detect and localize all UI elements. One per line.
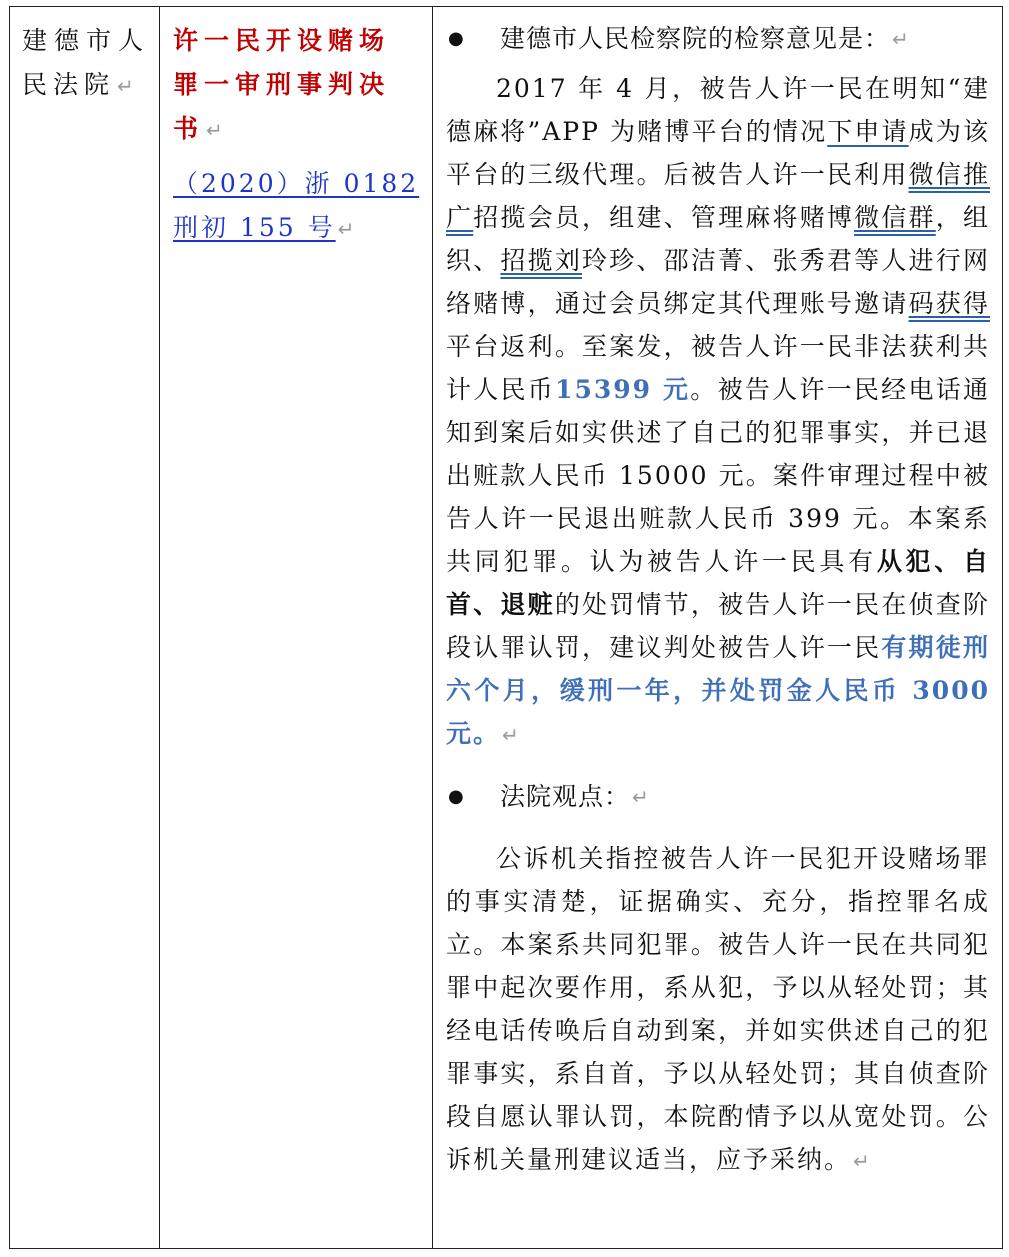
paragraph-mark: ↵ [892,27,910,51]
tracked-change: 下申请 [827,117,909,146]
sentencing-circumstances: 从犯、自首、退赃 [446,547,990,619]
case-number-link[interactable]: （2020）浙 0182 刑初 155 号 ↵ [173,169,420,242]
paragraph-mark: ↵ [337,217,358,241]
paragraph-mark: ↵ [853,1149,872,1173]
paragraph-mark: ↵ [206,118,229,142]
court-view-heading: ● 法院观点： ↵ [446,775,990,819]
bullet-icon: ● [448,786,465,807]
opinion-cell [432,7,1002,1248]
tracked-change: 微信群 [854,203,936,232]
judgment-table [9,6,1003,1249]
tracked-change: 微信推广 [446,160,990,232]
illegal-gain-amount: 15399 元 [555,375,691,404]
sentence-recommendation: 有期徒刑六个月，缓刑一年，并处罚金人民币 3000 元。 [446,633,990,748]
bullet-icon: ● [448,28,465,49]
case-title: 许一民开设赌场罪一审刑事判决书 ↵ [173,26,391,143]
case-cell [159,7,432,1248]
paragraph-mark: ↵ [117,74,140,98]
paragraph-mark: ↵ [632,785,650,809]
tracked-change: 码获得 [908,289,990,318]
paragraph-mark: ↵ [502,723,521,747]
procuratorate-heading: ● 建德市人民检察院的检察意见是： ↵ [446,17,990,61]
tracked-change: 招揽刘 [500,246,583,275]
court-cell [10,7,159,1248]
procuratorate-opinion: 2017 年 4 月，被告人许一民在明知“建德麻将”APP 为赌博平台的情况下申请成为该平台的三级代理。后被告人许一民利用微信推广招揽会员，组建、管理麻将赌博微信群，组织、招揽刘玲珍、邵洁菁、张秀君等人进行网络赌博，通过会员绑定其代理账号邀请码获得平台返利。至案发，被告人许一民非法获利共计人民币15399 元。被告人许一民经电话通知到案后如实供述了自己的犯罪事实，并已退出赃款人民币 15000 元。案件审理过程中被告人许一民退出赃款人民币 399 元。本案系共同犯罪。认为被告人许一民具有从犯、自首、退赃的处罚情节，被告人许一民在侦查阶段认罪认罚，建议判处被告人许一民有期徒刑六个月，缓刑一年，并处罚金人民币 3000 元。 ↵ [446,74,990,748]
court-view-text: 公诉机关指控被告人许一民犯开设赌场罪的事实清楚，证据确实、充分，指控罪名成立。本案系共同犯罪。被告人许一民在共同犯罪中起次要作用，系从犯，予以从轻处罚；其经电话传唤后自动到案，并如实供述自己的犯罪事实，系自首，予以从轻处罚；其自侦查阶段自愿认罪认罚，本院酌情予以从宽处罚。公诉机关量刑建议适当，应予采纳。 ↵ [446,844,990,1174]
court-name: 建德市人民法院 ↵ [22,26,149,99]
